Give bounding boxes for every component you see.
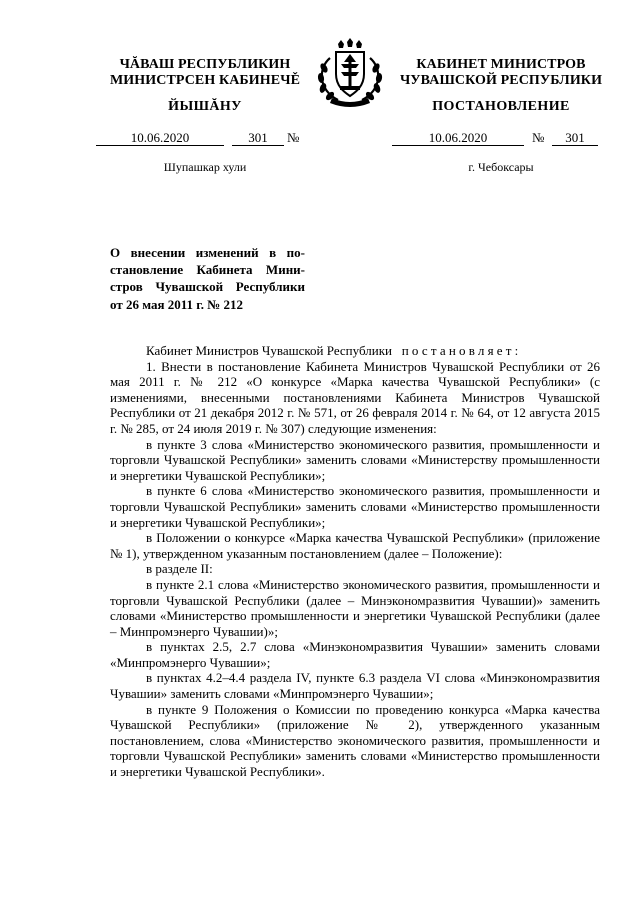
header-left-line1: ЧĂВАШ РЕСПУБЛИКИН	[119, 57, 291, 72]
subject-line: от 26 мая 2011 г. № 212	[110, 296, 244, 312]
body-paragraph: в Положении о конкурсе «Марка качества Чувашской Республики» (приложение № 1), утвержденном указанным постановлением (далее – Положение):	[110, 530, 600, 561]
intro-verb: постановляет:	[401, 343, 522, 358]
coat-of-arms-emblem	[308, 38, 392, 108]
number-right: 301	[552, 130, 598, 146]
subject-line: становление Кабинета Мини-	[110, 262, 305, 278]
body-paragraph: в пунктах 4.2–4.4 раздела IV, пункте 6.3 раздела VI слова «Минэкономразвития Чувашии» заменить словами «Минпромэнерго Чувашии»;	[110, 670, 600, 702]
place-right: г. Чебоксары	[468, 160, 534, 174]
body-paragraph: в пункте 2.1 слова «Министерство экономического развития, промышленности и торговли Чувашской Республики (далее – Минэкономразвития Чувашии)» заменить словами «Министерство промышленности и энергетики Чувашской Республики (далее – Минпромэнерго Чувашии)»;	[110, 576, 600, 639]
header-left-line2: МИНИСТРСЕН КАБИНЕЧĚ	[109, 73, 301, 88]
doctype-right: ПОСТАНОВЛЕНИЕ	[432, 99, 570, 114]
body-paragraph: в пункте 3 слова «Министерство экономического развития, промышленности и торговли Чувашской Республики» заменить словами «Министерству промышленности и энергетики Чувашской Республики»;	[110, 436, 600, 483]
dateline-right	[392, 130, 610, 146]
body-paragraph: в разделе II:	[146, 561, 213, 577]
body-paragraph: в пунктах 2.5, 2.7 слова «Минэкономразвития Чувашии» заменить словами «Минпромэнерго Чувашии»;	[110, 639, 600, 670]
header-left	[96, 57, 314, 89]
number-left: 301	[232, 130, 284, 146]
body-paragraph: в пункте 9 Положения о Комиссии по проведению конкурса «Марка качества Чувашской Республики» (приложение № 2), утвержденного указанным постановлением, слова «Министерство экономического развития, промышленности и торговли Чувашской Республики» заменить словами «Министерство промышленности и энергетики Чувашской Республики».	[110, 701, 600, 780]
number-sign-right: №	[532, 130, 545, 145]
doctype-left: ЙЫШĂНУ	[168, 99, 242, 114]
header-right-line1: КАБИНЕТ МИНИСТРОВ	[416, 57, 586, 72]
document-subject	[110, 244, 305, 313]
number-sign-left: №	[287, 130, 300, 145]
intro-prefix: Кабинет Министров Чувашской Республики	[146, 343, 392, 358]
place-left: Шупашкар хули	[163, 160, 247, 174]
body-paragraph: 1. Внести в постановление Кабинета Министров Чувашской Республики от 26 мая 2011 г. № 212 «О конкурсе «Марка качества Чувашской Республики» (с изменениями, внесенными постановлениями Кабинета Министров Чувашской Республики от 21 декабря 2012 г. № 571, от 26 февраля 2014 г. № 64, от 12 августа 2015 г. № 285, от 24 июля 2019 г. № 307) следующие изменения:	[110, 358, 600, 436]
header-right	[392, 57, 610, 89]
header-right-line2: ЧУВАШСКОЙ РЕСПУБЛИКИ	[399, 73, 603, 88]
body-paragraph: в пункте 6 слова «Министерство экономического развития, промышленности и торговли Чувашской Республики» заменить словами «Министерство промышленности и энергетики Чувашской Республики»;	[110, 483, 600, 530]
document-body	[110, 343, 600, 780]
intro-paragraph	[110, 343, 600, 359]
dateline-left	[96, 130, 314, 146]
subject-line: О внесении изменений в по-	[110, 245, 305, 260]
date-right: 10.06.2020	[392, 130, 524, 146]
subject-line: стров Чувашской Республики	[110, 279, 305, 295]
date-left: 10.06.2020	[96, 130, 224, 146]
